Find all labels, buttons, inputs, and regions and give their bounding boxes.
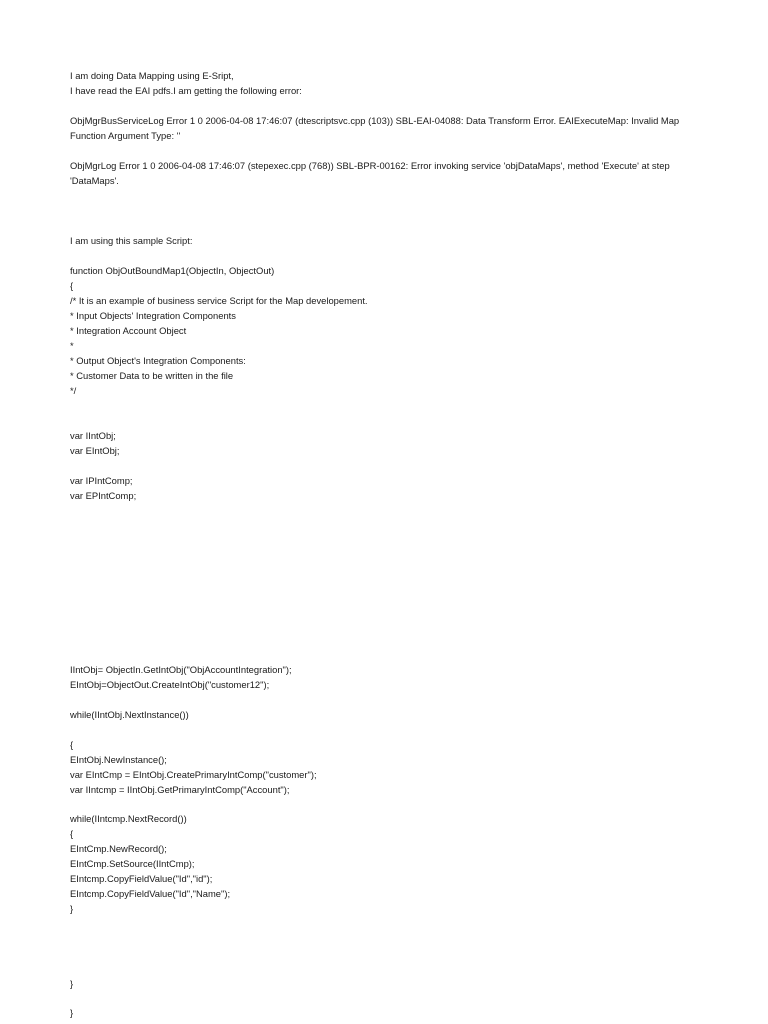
code-line: * Customer Data to be written in the file	[70, 370, 234, 381]
code-line: IIntObj= ObjectIn.GetIntObj("ObjAccountIntegration");	[70, 664, 292, 675]
code-line: * Output Object's Integration Components:	[70, 355, 246, 366]
code-line: /* It is an example of business service Script for the Map developement.	[70, 295, 368, 306]
intro-line: I have read the EAI pdfs.I am getting the following error:	[70, 85, 302, 96]
code-line: EIntCmp.SetSource(IIntCmp);	[70, 858, 195, 869]
error-line: 'DataMaps'.	[70, 175, 119, 186]
code-line: {	[70, 739, 74, 750]
code-line: var EIntCmp = EIntObj.CreatePrimaryIntComp("customer");	[70, 769, 317, 780]
code-line: */	[70, 385, 77, 396]
code-line: EIntcmp.CopyFieldValue("Id","Name");	[70, 888, 231, 899]
code-line: EIntObj.NewInstance();	[70, 754, 167, 765]
error-line: Function Argument Type: ''	[70, 130, 181, 141]
code-line: var EIntObj;	[70, 445, 120, 456]
code-line: var IIntcmp = IIntObj.GetPrimaryIntComp("Account");	[70, 784, 290, 795]
error-line: ObjMgrBusServiceLog Error 1 0 2006-04-08 17:46:07 (dtescriptsvc.cpp (103)) SBL-EAI-04088: Data Transform Error. EAIExecuteMap: Invalid Map	[70, 115, 680, 126]
code-line: var EPIntComp;	[70, 490, 137, 501]
code-line: function ObjOutBoundMap1(ObjectIn, ObjectOut)	[70, 265, 275, 276]
code-line: * Input Objects' Integration Components	[70, 310, 236, 321]
code-line: while(IIntObj.NextInstance())	[70, 709, 189, 720]
code-line: }	[70, 903, 74, 914]
code-line: *	[70, 340, 74, 351]
code-line: }	[70, 978, 74, 989]
code-line: EIntObj=ObjectOut.CreateIntObj("customer12");	[70, 679, 270, 690]
code-line: EIntCmp.NewRecord();	[70, 843, 167, 854]
error-line: ObjMgrLog Error 1 0 2006-04-08 17:46:07 (stepexec.cpp (768)) SBL-BPR-00162: Error invoking service 'objDataMaps', method 'Execute' at step	[70, 160, 670, 171]
text-line: I am using this sample Script:	[70, 235, 193, 246]
code-line: while(IIntcmp.NextRecord())	[70, 813, 187, 824]
code-line: }	[70, 1007, 74, 1018]
intro-line: I am doing Data Mapping using E-Sript,	[70, 70, 234, 81]
code-line: var IIntObj;	[70, 430, 116, 441]
code-line: * Integration Account Object	[70, 325, 187, 336]
code-line: EIntcmp.CopyFieldValue("Id","id");	[70, 873, 213, 884]
code-line: {	[70, 280, 74, 291]
code-line: {	[70, 828, 74, 839]
code-line: var IPIntComp;	[70, 475, 133, 486]
